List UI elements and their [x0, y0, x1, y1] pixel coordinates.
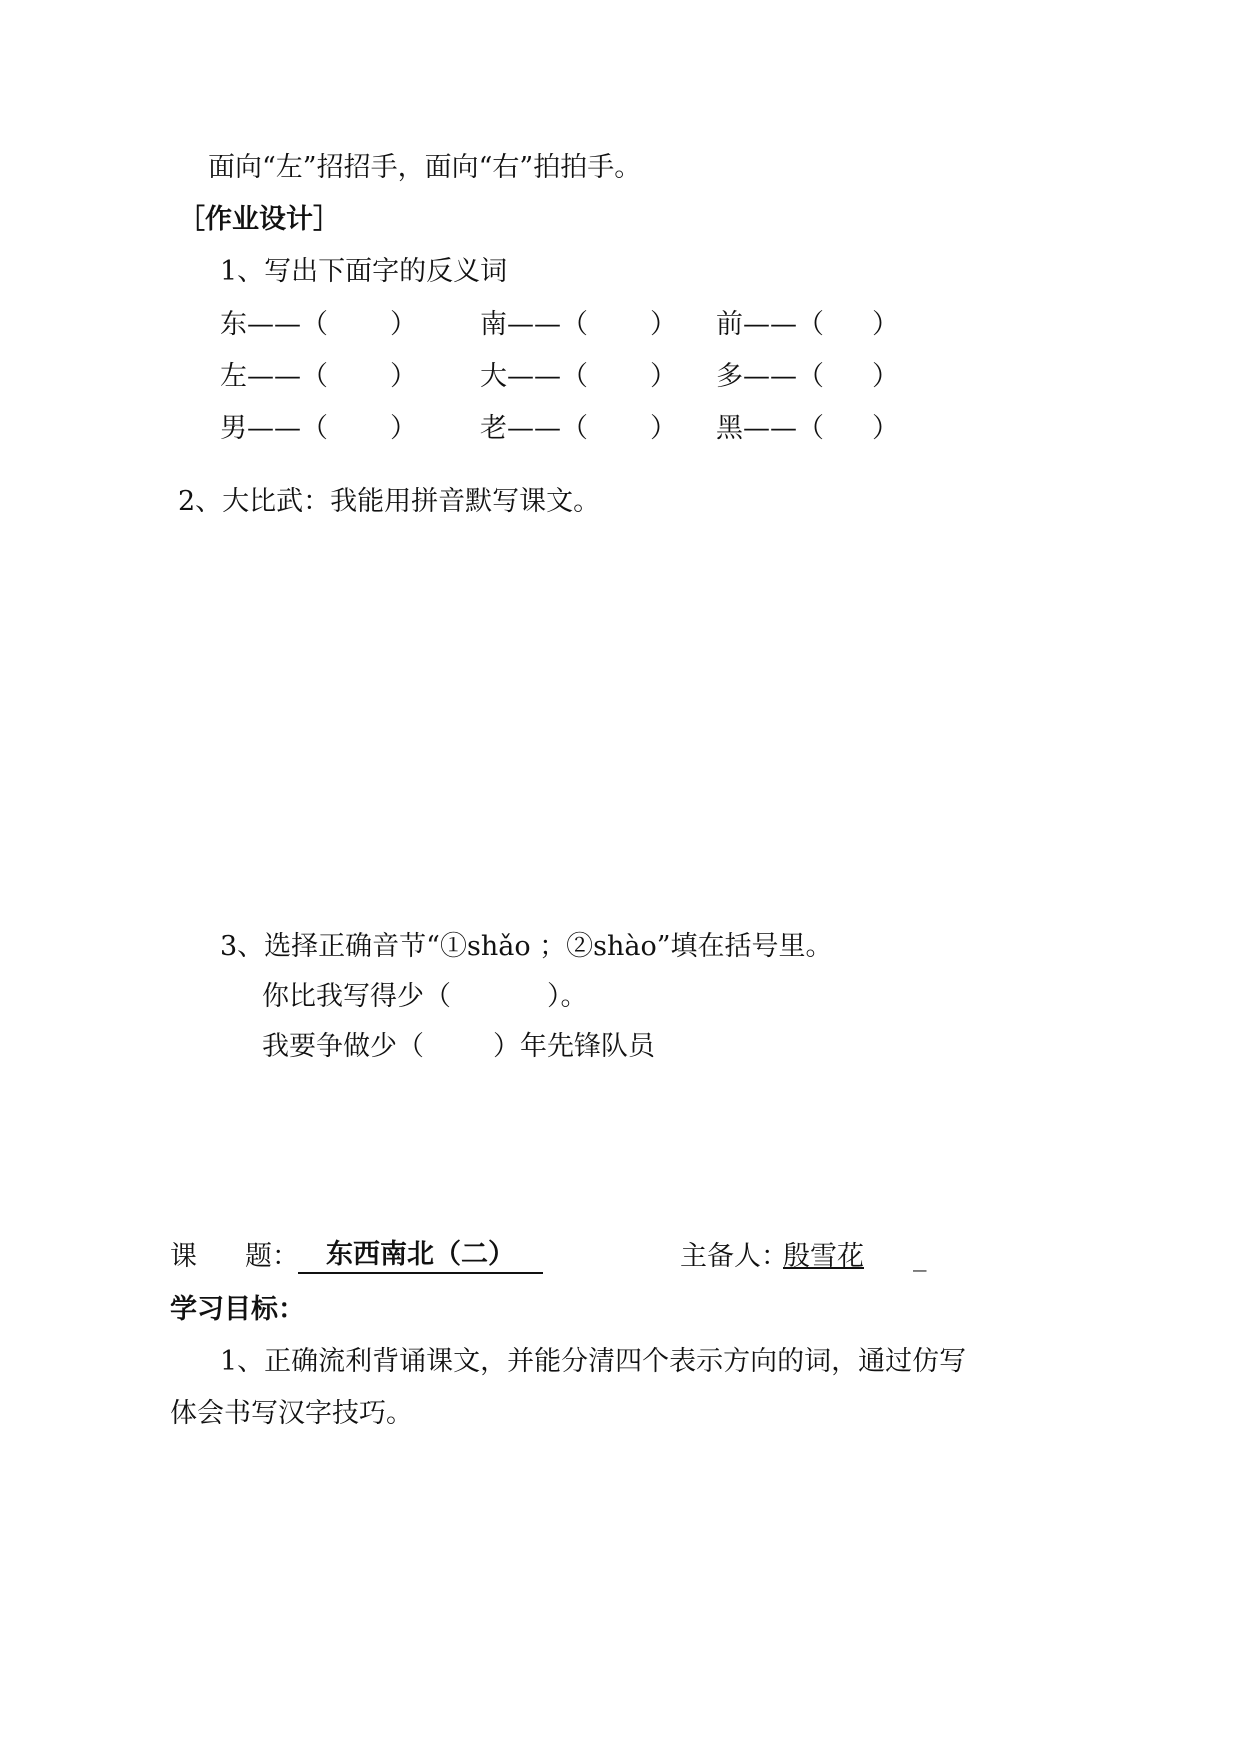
antonym-item: 老——（ ） [480, 413, 677, 444]
antonym-item: 大——（ ） [480, 361, 677, 392]
goal-1-line-1: 1、正确流利背诵课文，并能分清四个表示方向的词，通过仿写 [220, 1346, 967, 1377]
preparer-label: 主备人： [680, 1241, 788, 1272]
homework-heading: ［作业设计］ [178, 204, 340, 235]
goals-heading: 学习目标： [170, 1294, 305, 1325]
antonym-item: 东——（ ） [220, 309, 417, 340]
intro-line: 面向“左”招招手，面向“右”拍拍手。 [208, 152, 642, 183]
antonym-item: 南——（ ） [480, 309, 677, 340]
q3-title: 3、选择正确音节“①shǎo ；②shào”填在括号里。 [220, 931, 833, 962]
lesson-label-ke: 课 [170, 1241, 197, 1272]
lesson-label-ti: 题： [245, 1241, 299, 1272]
q1-title: 1、写出下面字的反义词 [220, 256, 508, 287]
lesson-title: 东西南北（二） [298, 1241, 543, 1274]
preparer-name: 殷雪花 [783, 1241, 864, 1272]
antonym-item: 黑——（ ） [716, 413, 899, 444]
antonym-item: 前——（ ） [716, 309, 899, 340]
q3-sentence-2: 我要争做少（ ）年先锋队员 [262, 1031, 655, 1062]
antonym-item: 多——（ ） [716, 361, 899, 392]
q2-title: 2、大比武：我能用拼音默写课文。 [178, 486, 601, 517]
antonym-item: 男——（ ） [220, 413, 417, 444]
antonym-item: 左——（ ） [220, 361, 417, 392]
goal-1-line-2: 体会书写汉字技巧。 [170, 1398, 413, 1429]
q3-sentence-1: 你比我写得少（ ）。 [262, 981, 588, 1012]
trailing-underscore: _ [913, 1241, 927, 1272]
